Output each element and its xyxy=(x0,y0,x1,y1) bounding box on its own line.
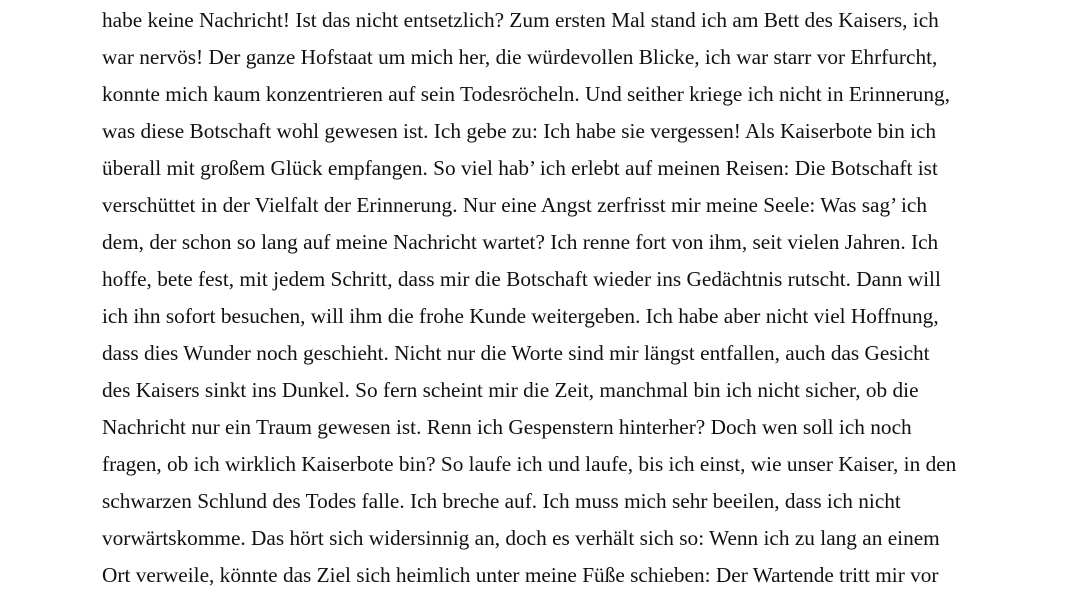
text-line: schwarzen Schlund des Todes falle. Ich breche auf. Ich muss mich sehr beeilen, dass ich nicht xyxy=(102,489,901,513)
text-line: überall mit großem Glück empfangen. So viel hab’ ich erlebt auf meinen Reisen: Die Botschaft ist xyxy=(102,156,938,180)
text-line: Ort verweile, könnte das Ziel sich heimlich unter meine Füße schieben: Der Wartende tritt mir vor xyxy=(102,563,939,587)
text-line: vorwärtskomme. Das hört sich widersinnig an, doch es verhält sich so: Wenn ich zu lang an einem xyxy=(102,526,940,550)
text-line: dem, der schon so lang auf meine Nachricht wartet? Ich renne fort von ihm, seit vielen Jahren. Ich xyxy=(102,230,939,254)
text-line: habe keine Nachricht! Ist das nicht entsetzlich? Zum ersten Mal stand ich am Bett des Kaisers, ich xyxy=(102,8,939,32)
text-line: konnte mich kaum konzentrieren auf sein Todesröcheln. Und seither kriege ich nicht in Erinnerung, xyxy=(102,82,950,106)
text-line: des Kaisers sinkt ins Dunkel. So fern scheint mir die Zeit, manchmal bin ich nicht sicher, ob die xyxy=(102,378,919,402)
text-line: hoffe, bete fest, mit jedem Schritt, dass mir die Botschaft wieder ins Gedächtnis rutscht. Dann will xyxy=(102,267,941,291)
text-line: war nervös! Der ganze Hofstaat um mich her, die würdevollen Blicke, ich war starr vor Ehrfurcht, xyxy=(102,45,938,69)
text-line: verschüttet in der Vielfalt der Erinnerung. Nur eine Angst zerfrisst mir meine Seele: Was sag’ ich xyxy=(102,193,927,217)
text-line: fragen, ob ich wirklich Kaiserbote bin? So laufe ich und laufe, bis ich einst, wie unser Kaiser, in den xyxy=(102,452,957,476)
body-text xyxy=(102,2,1002,594)
text-line: Nachricht nur ein Traum gewesen ist. Renn ich Gespenstern hinterher? Doch wen soll ich noch xyxy=(102,415,912,439)
text-line: ich ihn sofort besuchen, will ihm die frohe Kunde weitergeben. Ich habe aber nicht viel Hoffnung, xyxy=(102,304,939,328)
text-line: dass dies Wunder noch geschieht. Nicht nur die Worte sind mir längst entfallen, auch das Gesicht xyxy=(102,341,930,365)
text-line: was diese Botschaft wohl gewesen ist. Ich gebe zu: Ich habe sie vergessen! Als Kaiserbote bin ich xyxy=(102,119,937,143)
